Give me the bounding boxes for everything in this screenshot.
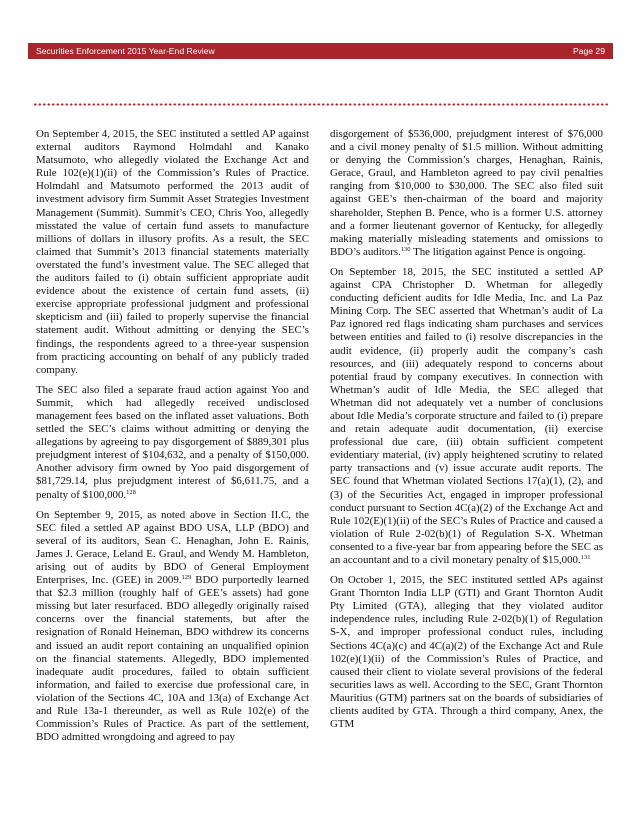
- page-number: Page 29: [572, 46, 605, 56]
- dotted-divider: [33, 103, 608, 106]
- bdo-text-part2: BDO purportedly learned that $2.3 million (roughly half of GEE’s assets) had gone missing but later resurfaced. BDO allegedly originally raised concerns over the financial statements, but after the resignation of Ronald Heineman, BDO withdrew its concerns and issued an audit report containing an unqualified opinion on the financial statements. Allegedly, BDO implemented inadequate audit procedures, failed to obtain sufficient information, and failed to exercise due professional care, in violation of the Sections 4C, 10A and 13(a) of Exchange Act and Rule 13a-1 thereunder, as well as Rule 102(e) of the Commission’s Rules of Practice. As part of the settlement, BDO admitted wrongdoing and agreed to pay: [36, 574, 309, 744]
- document-title: Securities Enforcement 2015 Year-End Review: [36, 46, 215, 56]
- paragraph-holmdahl-matsumoto: On September 4, 2015, the SEC instituted a settled AP against external auditors Raymond Holmdahl and Kanako Matsumoto, who allegedly violated the Exchange Act and Rule 102(e)(1)(ii) of the Commission’s Rules of Practice. Holmdahl and Matsumoto performed the 2013 audit of investment advisory firm Summit Asset Strategies Investment Management (Summit). Summit’s CEO, Chris Yoo, allegedly misstated the value of certain fund assets to manufacture millions of dollars in illusory profits. As a result, the SEC claimed that Summit’s 2013 financial statements materially overstated the fund’s investment value. The SEC alleged that the auditors failed to (i) obtain sufficient appropriate audit evidence about the existence of certain fund assets, (ii) exercise appropriate professional judgment and professional skepticism and (iii) failed to properly supervise the financial statement audit. Without admitting or denying the SEC’s findings, the respondents agreed to a three-year suspension from practicing accounting on behalf of any publicly traded company.: [36, 128, 309, 376]
- paragraph-grant-thornton: On October 1, 2015, the SEC instituted settled APs against Grant Thornton India LLP (GTI) and Grant Thornton Audit Pty Limited (GTA), alleging that they violated auditor independence rules, including Rule 2-02(b)(1) of Regulation S-X, and improper professional conduct rules, including Sections 4C(a)(c) and 4C(a)(2) of the Exchange Act and Rule 102(e)(1)(ii) of the Commission’s Rules of Practice, and caused their client to violate several provisions of the federal securities laws as well. According to the SEC, Grant Thornton Mauritius (GTM) partners sat on the boards of subsidiaries of clients audited by GTA. Through a third company, Anex, the GTM: [330, 574, 603, 731]
- paragraph-yoo-summit: The SEC also filed a separate fraud action against Yoo and Summit, which had allegedly received undisclosed management fees based on the inflated asset valuations. Both settled the SEC’s claims without admitting or denying the allegations by agreeing to pay disgorgement of $889,301 plus prejudgment interest of $104,632, and a penalty of $150,000. Another advisory firm owned by Yoo paid disgorgement of $81,729.14, plus prejudgment interest of $6,611.75, and a penalty of $100,000.$^{128}$: [36, 383, 309, 501]
- bdo-text-part1: On September 9, 2015, as noted above in Section II.C, the SEC filed a settled AP against BDO USA, LLP (BDO) and several of its auditors, Sean C. Henaghan, John E. Rainis, James J. Gerace, Leland E. Graul, and Wendy M. Hambleton, arising out of audits by BDO of General Employment Enterprises, Inc. (GEE) in 2009.: [36, 508, 309, 587]
- bdo-text: [36, 509, 309, 744]
- page-header-bar: [28, 43, 613, 59]
- footnote-ref-128[interactable]: 128: [126, 488, 136, 496]
- footnote-ref-131[interactable]: 131: [580, 554, 591, 561]
- paragraph-whetman: On September 18, 2015, the SEC instituted a settled AP against CPA Christopher D. Whetman for allegedly conducting deficient audits for Idle Media, Inc. and La Paz Mining Corp. The SEC asserted that Whetman’s audit of La Paz ignored red flags indicating sham purchases and services between entities and failed to (i) resolve discrepancies in the audit evidence, (ii) properly audit the company’s cash resources, and (iii) adequately respond to concerns about potential fraud by company executives. In connection with Whetman’s audit of Idle Media, the SEC alleged that Whetman did not adequately vet a number of conclusions about Idle Media’s corporate structure and failed to (i) prepare and retain adequate audit documentation, (ii) exercise professional due care, (iii) obtain sufficient competent evidentiary material, (iv) apply heightened scrutiny to related party transactions and (v) issue accurate audit reports. The SEC found that Whetman violated Sections 17(a)(1), (2), and (3) of the Securities Act, engaged in improper professional conduct pursuant to Section 4C(a)(2) of the Exchange Act and Rule 102(E)(1)(ii) of the SEC’s Rules of Practice and caused a violation of Rule 2-02(b)(1) of Regulation S-X. Whetman consented to a five-year bar from appearing before the SEC as an accountant and to a civil monetary penalty of $15,000.$^{131}$: [330, 265, 603, 566]
- footnote-ref-129[interactable]: 129: [181, 574, 192, 582]
- footnote-ref-130[interactable]: 130: [400, 245, 411, 253]
- paragraph-bdo-continued: disgorgement of $536,000, prejudgment interest of $76,000 and a civil money penalty of $1.5 million. Without admitting or denying the Commission’s charges, Henaghan, Rainis, Gerace, Graul, and Hambleton agreed to pay civil penalties ranging from $10,000 to $30,000. The SEC also filed suit against GEE’s then-chairman of the board and majority shareholder, Stephen B. Pence, who is a former U.S. attorney and a former lieutenant governor of Kentucky, for allegedly making materially misleading statements and omissions to BDO’s auditors.$^{130}$ The litigation against Pence is ongoing.: [330, 128, 603, 258]
- right-column: [330, 128, 603, 738]
- paragraph-bdo: [36, 509, 309, 745]
- left-column: [36, 128, 309, 751]
